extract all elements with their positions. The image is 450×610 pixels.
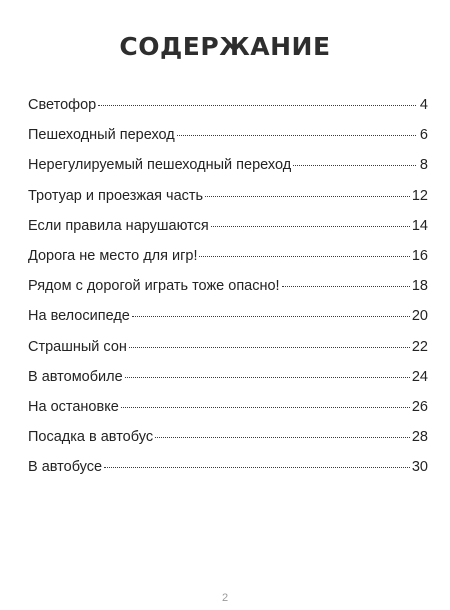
toc-entry-label: Дорога не место для игр!: [28, 247, 198, 264]
toc-entry-label: Посадка в автобус: [28, 429, 154, 446]
toc-entry-label: В автобусе: [28, 459, 103, 476]
toc-entry-label: На велосипеде: [28, 308, 130, 325]
toc-entry-label: Нерегулируемый пешеходный переход: [28, 157, 292, 174]
toc-entry[interactable]: [28, 218, 428, 248]
dot-leader: [129, 347, 410, 348]
dot-leader: [155, 437, 410, 438]
toc-entry-label: Светофор: [28, 97, 97, 113]
toc-entry-label: В автомобиле: [28, 368, 123, 385]
toc-entry-label: Если правила нарушаются: [28, 217, 209, 234]
toc-entry[interactable]: [28, 459, 428, 489]
table-of-contents: [28, 97, 428, 489]
toc-entry-page: 8: [419, 157, 428, 174]
dot-leader: [121, 407, 410, 408]
page-title: СОДЕРЖАНИЕ: [119, 32, 331, 61]
toc-entry[interactable]: [28, 339, 428, 369]
toc-entry[interactable]: [28, 429, 428, 459]
toc-entry-label: Страшный сон: [28, 338, 127, 355]
toc-entry-label: Тротуар и проезжая часть: [28, 187, 204, 204]
toc-entry-page: 30: [411, 459, 428, 476]
toc-entry-label: Пешеходный переход: [28, 127, 175, 144]
toc-entry[interactable]: [28, 399, 428, 429]
toc-entry-page: 26: [411, 398, 428, 415]
dot-leader: [282, 286, 410, 287]
toc-entry-page: 22: [411, 338, 428, 355]
toc-entry[interactable]: [28, 308, 428, 338]
toc-entry-page: 18: [411, 278, 428, 295]
dot-leader: [98, 105, 416, 106]
toc-entry-page: 24: [411, 368, 428, 385]
dot-leader: [199, 256, 409, 257]
dot-leader: [293, 165, 416, 166]
toc-entry-label: На остановке: [28, 398, 119, 415]
toc-entry-page: 12: [411, 187, 428, 204]
dot-leader: [104, 467, 410, 468]
toc-entry-page: 16: [411, 247, 428, 264]
dot-leader: [211, 226, 410, 227]
toc-entry[interactable]: [28, 157, 428, 187]
toc-entry-label: Рядом с дорогой играть тоже опасно!: [28, 278, 280, 295]
toc-entry[interactable]: [28, 97, 428, 127]
toc-entry-page: 20: [411, 308, 428, 325]
toc-entry[interactable]: [28, 248, 428, 278]
toc-entry-page: 14: [411, 217, 428, 234]
toc-entry[interactable]: [28, 369, 428, 399]
toc-entry-page: 4: [419, 97, 428, 113]
dot-leader: [205, 196, 410, 197]
dot-leader: [177, 135, 416, 136]
toc-entry-page: 6: [419, 127, 428, 144]
toc-entry[interactable]: [28, 278, 428, 308]
toc-entry-page: 28: [411, 429, 428, 446]
toc-entry[interactable]: [28, 188, 428, 218]
toc-entry[interactable]: [28, 127, 428, 157]
dot-leader: [125, 377, 410, 378]
page-number: 2: [221, 592, 229, 604]
dot-leader: [132, 316, 410, 317]
